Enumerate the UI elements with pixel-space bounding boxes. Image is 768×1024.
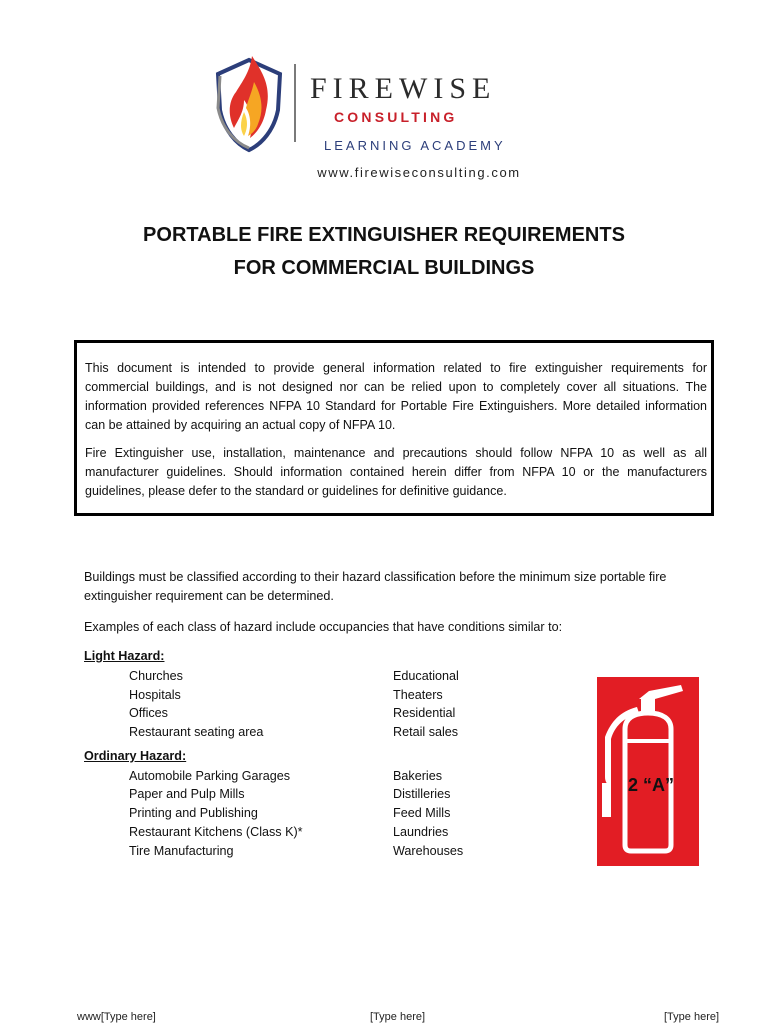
ordinary-hazard-heading: Ordinary Hazard: — [84, 749, 187, 763]
list-item: Retail sales — [393, 725, 459, 739]
list-item: Paper and Pulp Mills — [129, 787, 245, 801]
footer-center: [Type here] — [370, 1011, 426, 1023]
footer-left: www[Type here] — [77, 1011, 156, 1023]
list-item: Laundries — [393, 825, 449, 839]
list-item: Automobile Parking Garages — [129, 769, 291, 783]
list-item: Printing and Publishing — [129, 806, 258, 820]
list-item: Warehouses — [393, 844, 464, 858]
fire-extinguisher-icon — [597, 677, 699, 866]
extinguisher-rating-label: 2 “A” — [628, 775, 675, 795]
document-title-line-1: PORTABLE FIRE EXTINGUISHER REQUIREMENTS — [143, 224, 625, 246]
brand-name: FIREWISE — [310, 72, 497, 105]
list-item: Distilleries — [393, 787, 451, 801]
footer-right: [Type here] — [664, 1011, 720, 1023]
disclaimer-box — [74, 340, 714, 516]
fire-extinguisher-sign — [597, 677, 699, 866]
list-item: Churches — [129, 669, 183, 683]
classification-paragraph: Buildings must be classified according to their hazard classification before the minimum size portable fire extinguisher requirement can be determined. — [84, 570, 667, 603]
website-link[interactable]: www.firewiseconsulting.com — [317, 165, 521, 180]
brand-academy: LEARNING ACADEMY — [324, 138, 506, 153]
brand-subtitle: CONSULTING — [334, 109, 458, 125]
disclaimer-paragraph-1: This document is intended to provide general information related to fire extinguisher requirements for commercial buildings, and is not designed nor can be relied upon to completely cover all situations. The information provided references NFPA 10 Standard for Portable Fire Extinguishers. More detailed information can be attained by acquiring an actual copy of NFPA 10. — [85, 361, 707, 432]
list-item: Educational — [393, 669, 459, 683]
list-item: Hospitals — [129, 688, 181, 702]
list-item: Restaurant Kitchens (Class K)* — [129, 825, 303, 839]
list-item: Restaurant seating area — [129, 725, 264, 739]
list-item: Tire Manufacturing — [129, 844, 234, 858]
flame-shield-icon — [214, 52, 284, 154]
list-item: Offices — [129, 706, 168, 720]
list-item: Bakeries — [393, 769, 442, 783]
logo-divider — [294, 64, 296, 142]
list-item: Residential — [393, 706, 456, 720]
examples-paragraph: Examples of each class of hazard include occupancies that have conditions similar to: — [84, 620, 563, 634]
light-hazard-heading: Light Hazard: — [84, 649, 165, 663]
disclaimer-paragraph-2: Fire Extinguisher use, installation, maintenance and precautions should follow NFPA 10 as well as all manufacturer guidelines. Should information contained herein differ from NFPA 10 or the manufacturers guidelines, please defer to the standard or guidelines for definitive guidance. — [85, 446, 707, 498]
list-item: Feed Mills — [393, 806, 451, 820]
document-title-line-2: FOR COMMERCIAL BUILDINGS — [233, 257, 535, 279]
list-item: Theaters — [393, 688, 443, 702]
